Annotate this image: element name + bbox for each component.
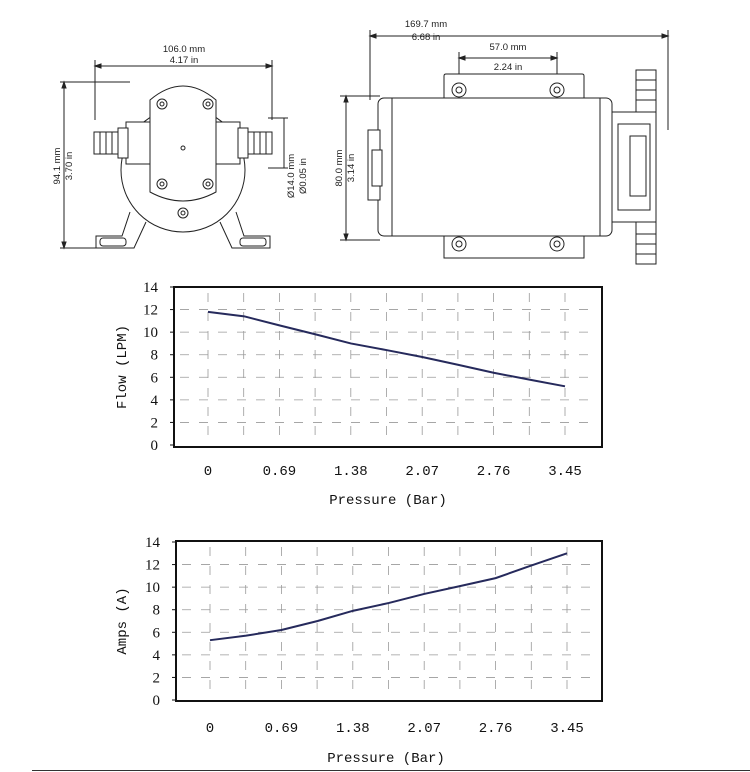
- x-axis-title: Pressure (Bar): [327, 751, 445, 767]
- side-length-mm-label: 169.7 mm: [404, 19, 448, 30]
- x-axis-title: Pressure (Bar): [329, 493, 447, 509]
- mount-spacing-in-label: 2.24 in: [493, 62, 523, 73]
- side-height-mm-label: 80.0 mm: [334, 149, 345, 187]
- port-diameter-mm-label: Ø14.0 mm: [286, 153, 297, 199]
- y-tick-label: 12: [145, 557, 160, 574]
- y-ticks: [145, 535, 176, 709]
- x-tick-label: 1.38: [335, 721, 370, 737]
- x-tick-label: 3.45: [550, 721, 584, 737]
- pump-front-view: [60, 60, 288, 248]
- x-tick-label: 2.07: [407, 721, 442, 737]
- x-ticks: [206, 721, 584, 737]
- grid: [182, 547, 596, 695]
- y-axis-title: Flow (LPM): [115, 324, 131, 410]
- y-tick-label: 10: [145, 580, 160, 597]
- front-width-mm-label: 106.0 mm: [162, 44, 206, 55]
- side-length-in-label: 6.68 in: [411, 32, 441, 43]
- flow-vs-pressure-chart: [0, 278, 750, 518]
- pump-dimension-drawing: [0, 0, 750, 275]
- y-tick-label: 10: [143, 325, 158, 342]
- y-tick-label: 2: [152, 670, 160, 687]
- port-diameter-in-label: Ø0.05 in: [298, 158, 309, 194]
- x-tick-label: 0.69: [264, 721, 299, 737]
- y-tick-label: 6: [150, 370, 158, 387]
- x-ticks: [204, 464, 582, 480]
- y-tick-label: 0: [150, 438, 158, 454]
- x-tick-label: 2.76: [478, 721, 513, 737]
- x-tick-label: 0: [203, 464, 213, 480]
- y-tick-label: 8: [152, 602, 160, 619]
- y-tick-label: 0: [152, 693, 160, 709]
- x-tick-label: 2.07: [405, 464, 440, 480]
- x-tick-label: 0: [205, 721, 215, 737]
- y-axis-title: Amps (A): [115, 587, 131, 655]
- front-height-mm-label: 94.1 mm: [52, 147, 63, 185]
- y-tick-label: 8: [150, 347, 158, 364]
- y-tick-label: 2: [150, 415, 158, 432]
- side-height-in-label: 3.14 in: [346, 153, 357, 183]
- y-tick-label: 14: [145, 535, 160, 551]
- x-tick-label: 1.38: [333, 464, 368, 480]
- front-width-in-label: 4.17 in: [169, 55, 199, 66]
- y-tick-label: 12: [143, 302, 158, 319]
- x-tick-label: 2.76: [476, 464, 511, 480]
- y-tick-label: 4: [150, 392, 158, 409]
- y-tick-label: 6: [152, 625, 160, 642]
- amps-vs-pressure-chart: [0, 530, 750, 770]
- y-tick-label: 14: [143, 280, 158, 296]
- x-tick-label: 3.45: [548, 464, 582, 480]
- x-tick-label: 0.69: [262, 464, 297, 480]
- mount-spacing-mm-label: 57.0 mm: [489, 42, 527, 53]
- plot-frame: [174, 287, 602, 447]
- y-ticks: [143, 280, 174, 454]
- y-tick-label: 4: [152, 647, 160, 664]
- front-height-in-label: 3.70 in: [64, 151, 75, 181]
- bottom-rule: [32, 770, 750, 771]
- plot-frame: [176, 541, 602, 701]
